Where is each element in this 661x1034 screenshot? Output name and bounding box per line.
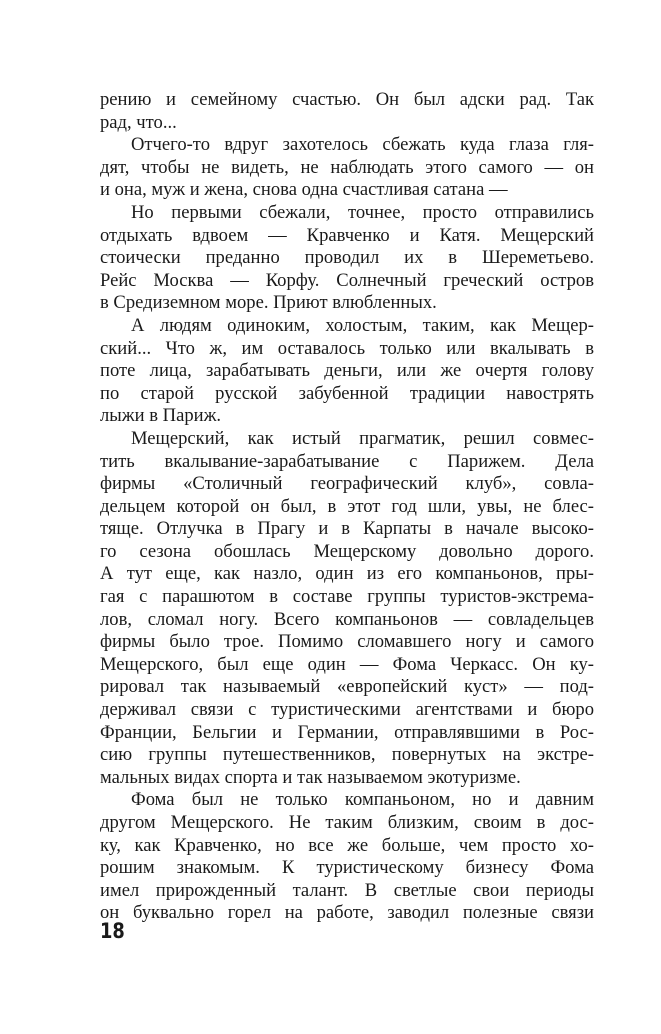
text-line: Франции, Бельгии и Германии, отправлявшими в Рос- — [100, 721, 594, 743]
text-line: Фома был не только компаньоном, но и давним — [131, 789, 594, 811]
text-line: рошим знакомым. К туристическому бизнесу Фома — [100, 857, 594, 879]
text-line: го сезона обошлась Мещерскому довольно дорого. — [100, 540, 594, 562]
paragraph — [100, 134, 594, 202]
text-line: лыжи в Париж. — [100, 405, 222, 427]
text-line: ский... Что ж, им оставалось только или вкалывать в — [100, 337, 594, 359]
paragraph — [100, 428, 594, 790]
text-line: А людям одиноким, холостым, таким, как Мещер- — [131, 314, 594, 336]
text-line: держивал связи с туристическими агентствами и бюро — [100, 699, 594, 721]
text-line: дельцем которой он был, в этот год шли, увы, не блес- — [100, 495, 594, 517]
text-line: Отчего-то вдруг захотелось сбежать куда глаза гля- — [131, 134, 594, 156]
text-line: Но первыми сбежали, точнее, просто отправились — [131, 201, 594, 223]
text-line: в Средиземном море. Приют влюбленных. — [100, 292, 437, 314]
text-line: Мещерский, как истый прагматик, решил совмес- — [131, 427, 594, 449]
text-line: Рейс Москва — Корфу. Солнечный греческий остров — [100, 269, 594, 291]
text-line: он буквально горел на работе, заводил полезные связи — [100, 902, 594, 924]
text-line: сию группы путешественников, повернутых на экстре- — [100, 744, 594, 766]
text-line: Мещерского, был еще один — Фома Черкасс. Он ку- — [100, 653, 594, 675]
text-line: отдыхать вдвоем — Кравченко и Катя. Мещерский — [100, 224, 594, 246]
paragraph — [100, 789, 594, 925]
text-line: имел прирожденный талант. В светлые свои периоды — [100, 879, 594, 901]
text-line: ку, как Кравченко, но все же больше, чем просто хо- — [100, 834, 594, 856]
paragraph — [100, 89, 594, 134]
text-line: А тут еще, как назло, один из его компаньонов, пры- — [100, 563, 594, 585]
text-line: и она, муж и жена, снова одна счастливая сатана — — [100, 179, 508, 201]
text-line: дят, чтобы не видеть, не наблюдать этого самого — он — [100, 156, 594, 178]
paragraph — [100, 315, 594, 428]
text-line: другом Мещерского. Не таким близким, своим в дос- — [100, 812, 594, 833]
text-line: стоически преданно проводил их в Шереметьево. — [100, 247, 594, 269]
text-line: мальных видах спорта и так называемом экотуризме. — [100, 766, 521, 788]
text-line: тить вкалывание-зарабатывание с Парижем. Дела — [100, 450, 594, 472]
text-line: гая с парашютом в составе группы туристов-экстрема- — [100, 586, 594, 608]
text-line: рад, что... — [100, 111, 177, 133]
text-line: поте лица, зарабатывать деньги, или же очертя голову — [100, 360, 594, 382]
text-line: фирмы было трое. Помимо сломавшего ногу и самого — [100, 631, 594, 653]
paragraph — [100, 202, 594, 315]
text-line: фирмы «Столичный географический клуб», совла- — [100, 473, 594, 495]
text-line: тяще. Отлучка в Прагу и в Карпаты в начале высоко- — [100, 518, 594, 540]
text-line: по старой русской забубенной традиции навострять — [100, 382, 594, 404]
text-line: лов, сломал ногу. Всего компаньонов — совладельцев — [100, 608, 594, 630]
text-line: рировал так называемый «европейский куст» — под- — [100, 676, 594, 698]
page-body — [100, 89, 594, 925]
text-line: рению и семейному счастью. Он был адски рад. Так — [100, 89, 594, 110]
page-number: 18 — [100, 919, 125, 943]
